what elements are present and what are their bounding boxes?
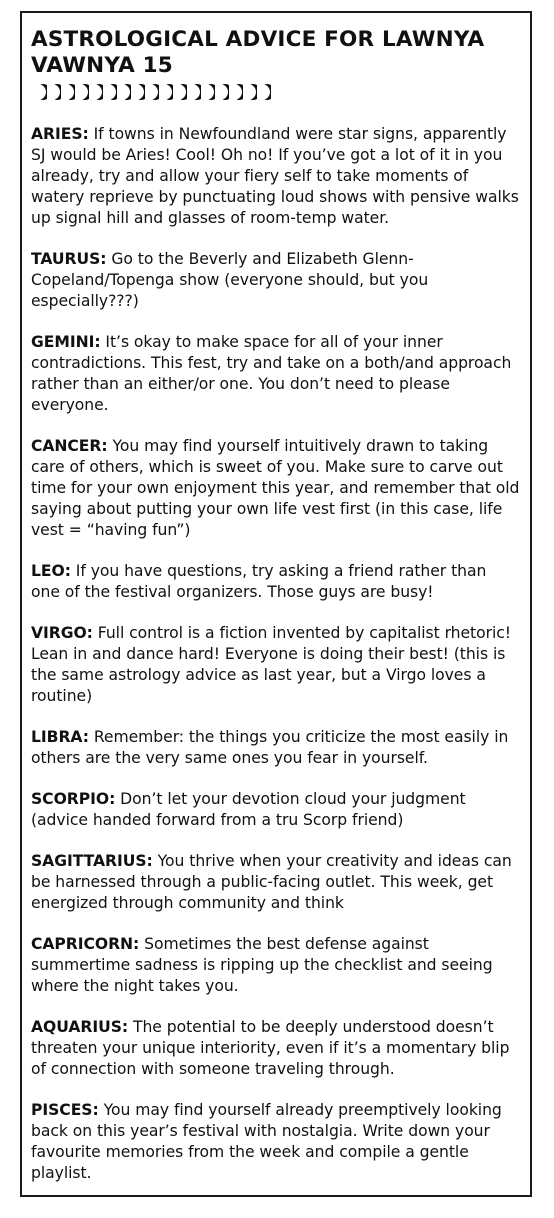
advice-text: Full control is a fiction invented by capitalist rhetoric! Lean in and dance hard! Everyone is doing their best! (this is the same astrology advice as last year, but a Virgo loves a routine): [31, 624, 511, 705]
advice-text: If you have questions, try asking a friend rather than one of the festival organizers. Those guys are busy!: [31, 562, 487, 601]
advice-text: If towns in Newfoundland were star signs, apparently SJ would be Aries! Cool! Oh no! If you’ve got a lot of it in you already, try and allow your fiery self to take moments of watery reprieve by punctuating loud shows with pensive walks up signal hill and glasses of room-temp water.: [31, 125, 519, 227]
horoscope-entry-libra: [31, 727, 520, 769]
advice-text: You may find yourself intuitively drawn to taking care of others, which is sweet of you. Make sure to carve out time for your own enjoyment this year, and remember that old saying about putting your own life vest first (in this case, life vest = “having fun”): [31, 437, 520, 539]
crescent-moon-icon: [191, 84, 201, 100]
page-title: ASTROLOGICAL ADVICE FOR LAWNYA VAWNYA 15: [31, 27, 485, 78]
horoscope-list: [31, 124, 520, 1184]
crescent-moon-icon: [135, 84, 145, 100]
horoscope-entry-aquarius: [31, 1017, 520, 1080]
crescent-moon-icon: [261, 84, 271, 100]
crescent-moon-icon: [247, 84, 257, 100]
crescent-moon-icon: [107, 84, 117, 100]
horoscope-entry-taurus: [31, 249, 520, 312]
crescent-moon-icon: [65, 84, 75, 100]
advice-text: It’s okay to make space for all of your inner contradictions. This fest, try and take on a both/and approach rather than an either/or one. You don’t need to please everyone.: [31, 333, 512, 414]
advice-text: You may find yourself already preemptively looking back on this year’s festival with nostalgia. Write down your favourite memories from the week and compile a gentle playlist.: [31, 1101, 502, 1182]
crescent-moon-icon: [219, 84, 229, 100]
advice-text: Remember: the things you criticize the most easily in others are the very same ones you fear in yourself.: [31, 728, 509, 767]
moon-divider: [37, 81, 520, 103]
horoscope-entry-pisces: [31, 1100, 520, 1184]
crescent-moon-icon: [205, 84, 215, 100]
horoscope-entry-gemini: [31, 332, 520, 416]
crescent-moon-icon: [163, 84, 173, 100]
crescent-moon-icon: [79, 84, 89, 100]
horoscope-entry-virgo: [31, 623, 520, 707]
sign-label: AQUARIUS:: [31, 1018, 129, 1036]
sign-label: SAGITTARIUS:: [31, 852, 153, 870]
sign-label: VIRGO:: [31, 624, 93, 642]
advice-text: You thrive when your creativity and ideas can be harnessed through a public-facing outlet. This week, get energized through community and think: [31, 852, 512, 912]
horoscope-entry-scorpio: [31, 789, 520, 831]
advice-text: Don’t let your devotion cloud your judgment (advice handed forward from a tru Scorp friend): [31, 790, 466, 829]
horoscope-entry-aries: [31, 124, 520, 229]
crescent-moon-icon: [233, 84, 243, 100]
sign-label: CAPRICORN:: [31, 935, 140, 953]
horoscope-entry-capricorn: [31, 934, 520, 997]
crescent-moon-icon: [93, 84, 103, 100]
horoscope-card: [20, 11, 532, 1197]
advice-text: Go to the Beverly and Elizabeth Glenn-Copeland/Topenga show (everyone should, but you especially???): [31, 250, 429, 310]
crescent-moon-icon: [149, 84, 159, 100]
crescent-moon-icon: [51, 84, 61, 100]
crescent-moon-icon: [37, 84, 47, 100]
crescent-moon-icon: [177, 84, 187, 100]
sign-label: TAURUS:: [31, 250, 107, 268]
crescent-moon-icon: [121, 84, 131, 100]
sign-label: LEO:: [31, 562, 71, 580]
sign-label: GEMINI:: [31, 333, 101, 351]
sign-label: PISCES:: [31, 1101, 99, 1119]
sign-label: LIBRA:: [31, 728, 89, 746]
advice-text: Sometimes the best defense against summertime sadness is ripping up the checklist and seeing where the night takes you.: [31, 935, 493, 995]
sign-label: CANCER:: [31, 437, 108, 455]
horoscope-entry-sagittarius: [31, 851, 520, 914]
horoscope-entry-cancer: [31, 436, 520, 541]
sign-label: ARIES:: [31, 125, 89, 143]
sign-label: SCORPIO:: [31, 790, 116, 808]
advice-text: The potential to be deeply understood doesn’t threaten your unique interiority, even if it’s a momentary blip of connection with someone traveling through.: [31, 1018, 510, 1078]
horoscope-entry-leo: [31, 561, 520, 603]
